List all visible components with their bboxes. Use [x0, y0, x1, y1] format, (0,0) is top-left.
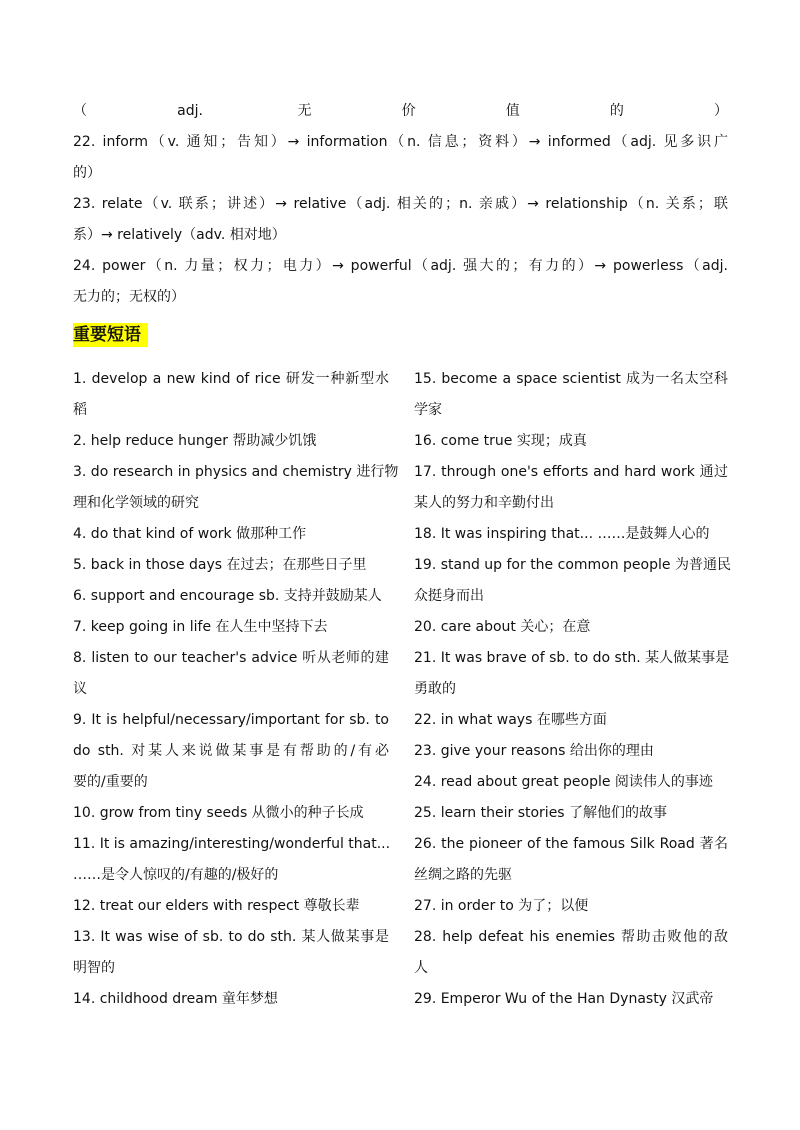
phrase-line: 4. do that kind of work 做那种工作 — [73, 526, 307, 542]
word-form-line: 24. power（n. 力量；权力；电力）→ powerful（adj. 强大的；有力的）→ powerless（adj. — [73, 258, 728, 274]
phrase-line: 3. do research in physics and chemistry 进行物 — [73, 464, 399, 480]
phrase-line: 18. It was inspiring that... ……是鼓舞人心的 — [414, 526, 710, 542]
phrase-line: 6. support and encourage sb. 支持并鼓励某人 — [73, 588, 382, 604]
phrase-item — [414, 705, 728, 736]
phrase-line: 众挺身而出 — [414, 588, 484, 604]
phrase-line: 14. childhood dream 童年梦想 — [73, 991, 278, 1007]
phrase-item — [73, 457, 399, 519]
phrase-item — [414, 767, 728, 798]
phrase-item — [73, 550, 389, 581]
phrase-item — [414, 643, 728, 705]
phrase-item — [73, 984, 389, 1015]
phrase-item — [414, 736, 728, 767]
phrase-line: 24. read about great people 阅读伟人的事迹 — [414, 774, 713, 790]
phrase-item — [73, 705, 389, 798]
phrase-line: 22. in what ways 在哪些方面 — [414, 712, 607, 728]
section-heading-important-phrases: 重要短语 — [73, 323, 148, 347]
phrase-line: 23. give your reasons 给出你的理由 — [414, 743, 654, 759]
phrase-line: 人 — [414, 960, 428, 976]
phrase-line: 9. It is helpful/necessary/important for sb. to — [73, 712, 389, 728]
phrase-line: 16. come true 实现；成真 — [414, 433, 587, 449]
phrase-line: 7. keep going in life 在人生中坚持下去 — [73, 619, 328, 635]
word-forms-block — [73, 96, 728, 313]
phrase-line: 19. stand up for the common people 为普通民 — [414, 557, 731, 573]
phrase-line: 丝绸之路的先驱 — [414, 867, 512, 883]
phrase-item — [73, 364, 389, 426]
phrase-line: 5. back in those days 在过去；在那些日子里 — [73, 557, 367, 573]
phrase-line: 20. care about 关心；在意 — [414, 619, 591, 635]
phrase-item — [414, 891, 728, 922]
word-form-line: 无力的；无权的） — [73, 289, 185, 305]
phrase-line: 17. through one's efforts and hard work 通过 — [414, 464, 728, 480]
phrase-item — [73, 612, 389, 643]
phrase-item — [73, 519, 389, 550]
phrase-line: 8. listen to our teacher's advice 听从老师的建 — [73, 650, 389, 666]
phrase-line: 21. It was brave of sb. to do sth. 某人做某事是 — [414, 650, 730, 666]
word-form-line: 的） — [73, 165, 101, 181]
phrase-item — [414, 457, 728, 519]
phrase-line: 15. become a space scientist 成为一名太空科 — [414, 371, 728, 387]
phrase-list-left — [73, 364, 399, 1015]
word-form-line: 23. relate（v. 联系；讲述）→ relative（adj. 相关的；n. 亲戚）→ relationship（n. 关系；联 — [73, 196, 728, 212]
phrase-line: 明智的 — [73, 960, 115, 976]
phrase-line: 1. develop a new kind of rice 研发一种新型水 — [73, 371, 389, 387]
phrase-line: 10. grow from tiny seeds 从微小的种子长成 — [73, 805, 364, 821]
phrase-list-right — [414, 364, 731, 1015]
phrase-item — [414, 922, 728, 984]
phrase-item — [73, 922, 389, 984]
phrase-item — [73, 426, 389, 457]
phrase-item — [73, 643, 389, 705]
phrase-item — [73, 798, 389, 829]
phrase-line: 25. learn their stories 了解他们的故事 — [414, 805, 668, 821]
phrase-item — [414, 550, 731, 612]
phrase-item — [414, 364, 728, 426]
phrase-item — [414, 612, 728, 643]
word-form-line: 系）→ relatively（adv. 相对地） — [73, 227, 286, 243]
phrase-item — [414, 519, 728, 550]
phrase-item — [73, 829, 389, 891]
word-form-line: 22. inform（v. 通知；告知）→ information（n. 信息；资料）→ informed（adj. 见多识广 — [73, 134, 728, 150]
phrase-item — [414, 798, 728, 829]
phrase-line: ……是令人惊叹的/有趣的/极好的 — [73, 867, 279, 883]
word-form-line: （adj. 无价值的） — [73, 103, 728, 119]
phrase-line: 勇敢的 — [414, 681, 456, 697]
phrase-item — [73, 891, 389, 922]
phrase-item — [414, 426, 728, 457]
phrase-line: 11. It is amazing/interesting/wonderful that... — [73, 836, 391, 852]
phrase-line: 要的/重要的 — [73, 774, 148, 790]
phrase-line: 学家 — [414, 402, 442, 418]
phrase-line: do sth. 对某人来说做某事是有帮助的/有必 — [73, 743, 389, 759]
phrase-item — [414, 829, 728, 891]
phrase-line: 27. in order to 为了；以便 — [414, 898, 589, 914]
phrase-line: 理和化学领域的研究 — [73, 495, 199, 511]
phrase-line: 12. treat our elders with respect 尊敬长辈 — [73, 898, 360, 914]
phrase-line: 2. help reduce hunger 帮助减少饥饿 — [73, 433, 317, 449]
phrase-line: 某人的努力和辛勤付出 — [414, 495, 554, 511]
phrase-item — [414, 984, 728, 1015]
phrase-line: 议 — [73, 681, 87, 697]
phrase-line: 稻 — [73, 402, 87, 418]
phrase-line: 13. It was wise of sb. to do sth. 某人做某事是 — [73, 929, 389, 945]
phrase-line: 29. Emperor Wu of the Han Dynasty 汉武帝 — [414, 991, 714, 1007]
phrase-item — [73, 581, 389, 612]
phrase-line: 26. the pioneer of the famous Silk Road 著名 — [414, 836, 728, 852]
phrase-line: 28. help defeat his enemies 帮助击败他的敌 — [414, 929, 728, 945]
